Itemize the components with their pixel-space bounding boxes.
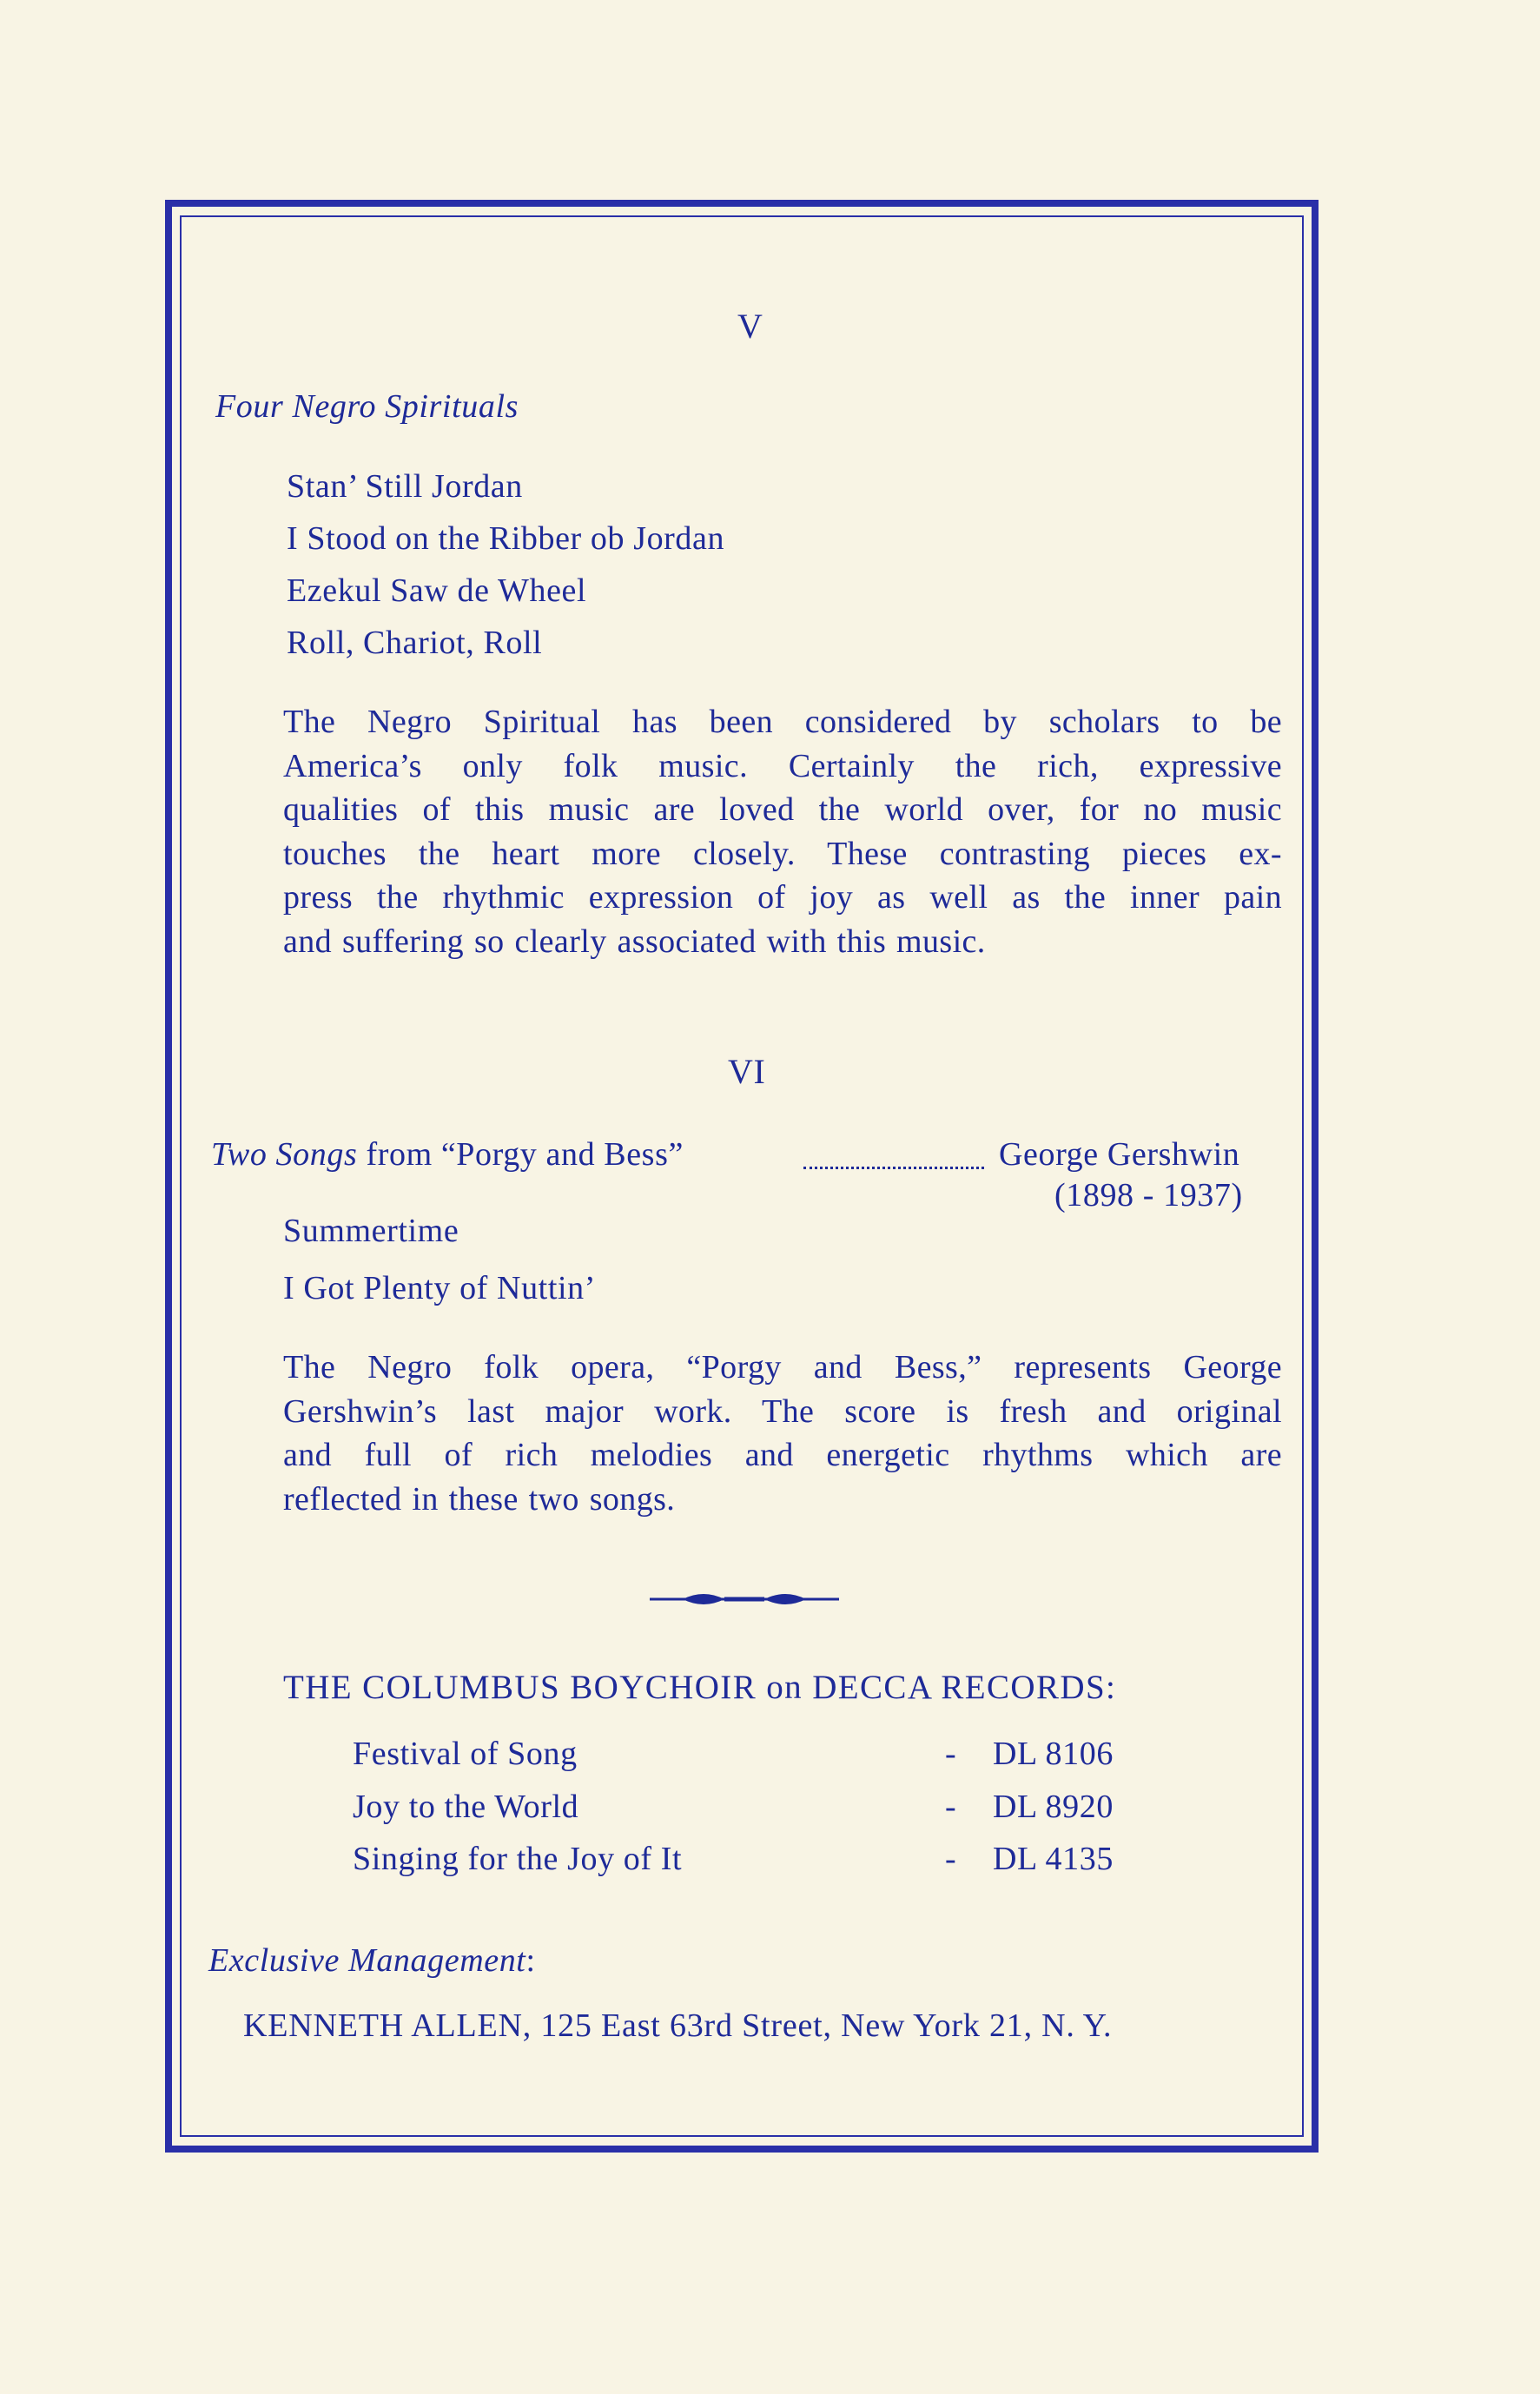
management-address: KENNETH ALLEN, 125 East 63rd Street, New York 21, N. Y. (243, 2007, 1113, 2044)
management-label (208, 1944, 536, 1977)
description-line: and suffering so clearly associated with this music. (283, 923, 986, 960)
composer-name: George Gershwin (999, 1136, 1240, 1173)
description-line: press the rhythmic expression of joy as well as the inner pain (283, 879, 1282, 916)
section-vi-numeral: VI (728, 1052, 766, 1091)
section-v-description (283, 700, 1282, 963)
record-dash: - (945, 1736, 957, 1772)
description-line: touches the heart more closely. These contrasting pieces ex- (283, 835, 1282, 872)
record-dash: - (945, 1789, 957, 1825)
section-v-heading: Four Negro Spirituals (215, 388, 519, 425)
section-vi-heading-italic: Two Songs (211, 1136, 358, 1173)
record-number: DL 8920 (993, 1789, 1114, 1825)
record-dash: - (945, 1841, 957, 1877)
section-vi-heading (211, 1138, 684, 1171)
records-heading: THE COLUMBUS BOYCHOIR on DECCA RECORDS: (283, 1669, 1117, 1706)
section-v-numeral: V (737, 307, 763, 346)
record-number: DL 8106 (993, 1736, 1114, 1772)
song-item: Roll, Chariot, Roll (287, 625, 543, 661)
record-title: Singing for the Joy of It (353, 1841, 683, 1877)
record-title: Festival of Song (353, 1736, 578, 1772)
description-line: Gershwin’s last major work. The score is fresh and original (283, 1392, 1282, 1430)
description-line: qualities of this music are loved the world over, for no music (283, 791, 1282, 828)
record-number: DL 4135 (993, 1841, 1114, 1877)
description-line: America’s only folk music. Certainly the rich, expressive (283, 747, 1282, 784)
leader-dots (803, 1167, 984, 1169)
section-vi-heading-rest: from “Porgy and Bess” (366, 1136, 684, 1173)
record-title: Joy to the World (353, 1789, 579, 1825)
song-item: Ezekul Saw de Wheel (287, 572, 587, 609)
description-line: and full of rich melodies and energetic rhythms which are (283, 1437, 1282, 1473)
composer-dates: (1898 - 1937) (1054, 1177, 1243, 1214)
section-vi-description (283, 1346, 1282, 1521)
song-item: I Stood on the Ribber ob Jordan (287, 520, 725, 557)
management-label-colon: : (525, 1942, 536, 1979)
song-item: I Got Plenty of Nuttin’ (283, 1270, 596, 1306)
ornament-divider-icon (650, 1587, 839, 1611)
description-line: reflected in these two songs. (283, 1480, 676, 1518)
management-label-text: Exclusive Management (208, 1942, 526, 1979)
description-line: The Negro folk opera, “Porgy and Bess,” represents George (283, 1349, 1282, 1385)
song-item: Summertime (283, 1213, 459, 1249)
description-line: The Negro Spiritual has been considered by scholars to be (283, 704, 1282, 740)
song-item: Stan’ Still Jordan (287, 468, 523, 505)
